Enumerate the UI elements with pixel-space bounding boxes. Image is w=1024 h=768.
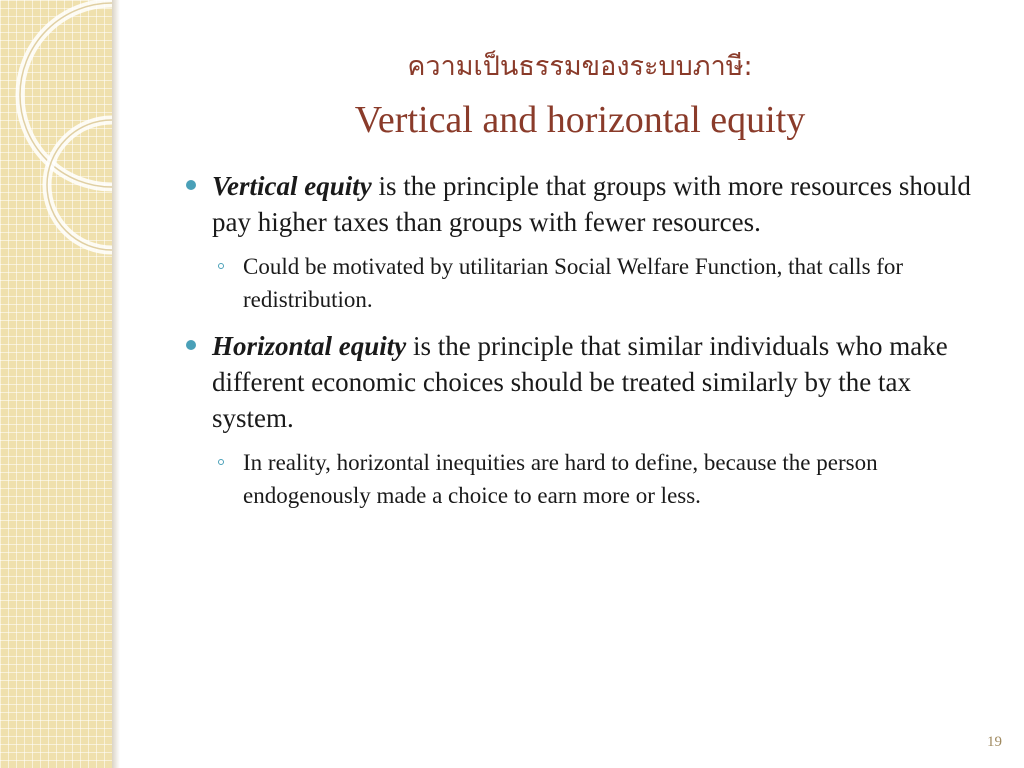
slide-content: [182, 168, 997, 524]
bullet-term: Horizontal equity: [212, 331, 407, 361]
bullet-term: Vertical equity: [212, 171, 372, 201]
bullet-text: is the principle that similar individuals who make different economic choices should be treated similarly by the tax system.: [212, 331, 948, 433]
decorative-side-panel: [0, 0, 112, 768]
decorative-circles: [0, 0, 112, 300]
side-panel-shadow: [112, 0, 120, 768]
slide-title-english: Vertical and horizontal equity: [354, 99, 806, 141]
bullet-text: is the principle that groups with more resources should pay higher taxes than groups with fewer resources.: [212, 171, 971, 237]
bullet-dot-icon: [186, 180, 196, 190]
sub-bullet-ring-icon: [218, 459, 224, 465]
bullet-vertical-equity: [182, 168, 997, 240]
slide-title-thai: ความเป็นธรรมของระบบภาษี:: [407, 51, 753, 82]
sub-bullet-text: In reality, horizontal inequities are hard to define, because the person endogenously made a choice to earn more or less.: [243, 450, 878, 508]
bullet-dot-icon: [186, 340, 196, 350]
title-block: [250, 44, 910, 144]
sub-bullet-vertical-equity: [182, 250, 997, 316]
bullet-horizontal-equity: [182, 328, 997, 436]
sub-bullet-horizontal-equity: [182, 446, 997, 512]
sub-bullet-ring-icon: [218, 263, 224, 269]
page-number: 19: [987, 734, 1002, 750]
sub-bullet-text: Could be motivated by utilitarian Social Welfare Function, that calls for redistribution.: [243, 254, 904, 312]
